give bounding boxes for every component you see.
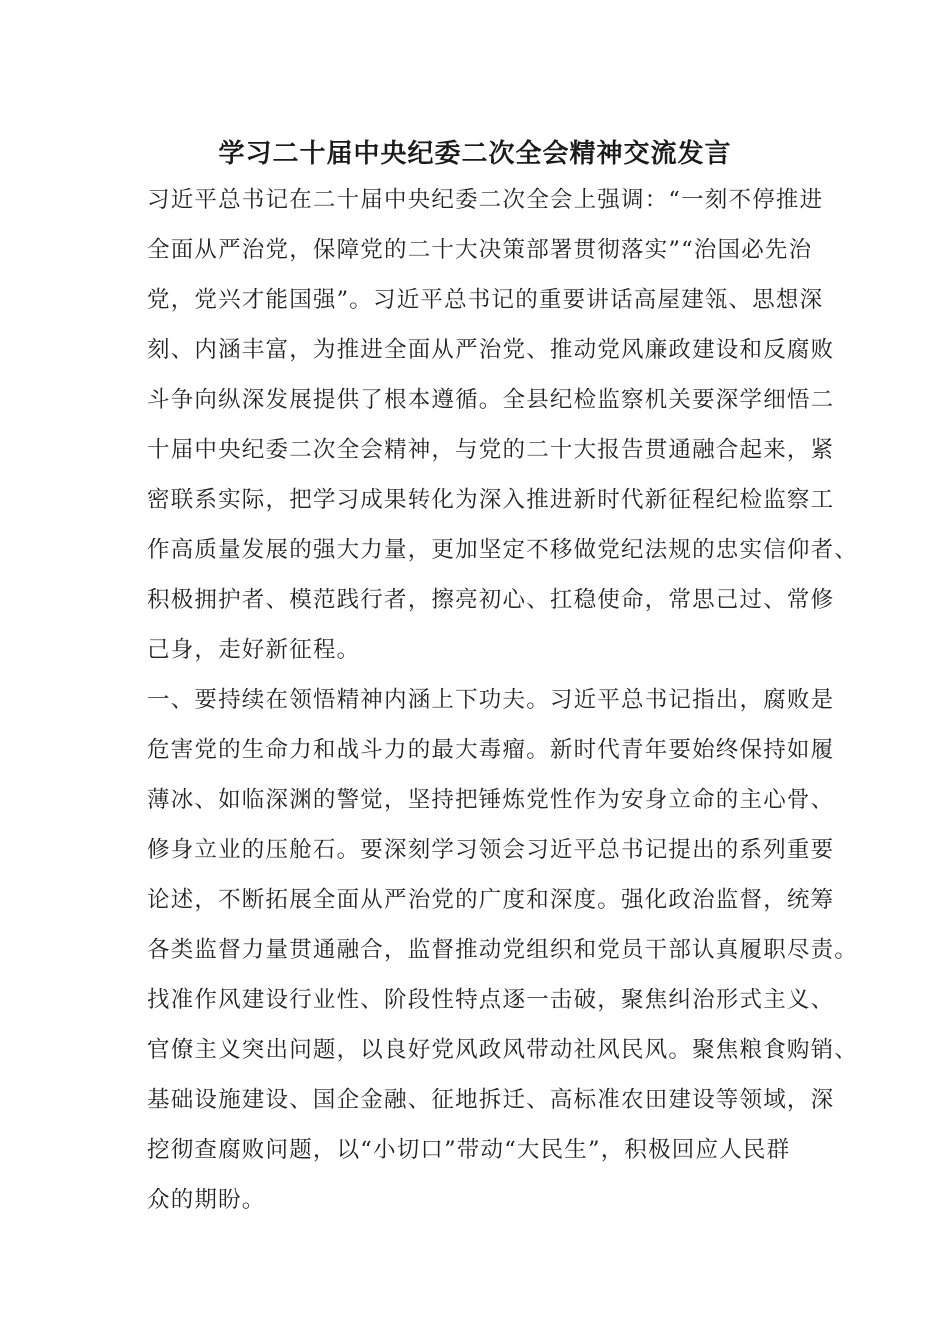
body-line: 众的期盼。	[147, 1187, 266, 1213]
body-line: 作高质量发展的强大力量，更加坚定不移做党纪法规的忠实信仰者、	[147, 537, 859, 563]
body-line: 十届中央纪委二次全会精神，与党的二十大报告贯通融合起来，紧	[147, 437, 835, 463]
body-line: 挖彻查腐败问题，以“小切口”带动“大民生”，积极回应人民群	[147, 1137, 791, 1163]
body-line: 论述，不断拓展全面从严治党的广度和深度。强化政治监督，统筹	[147, 887, 835, 913]
body-line: 各类监督力量贯通融合，监督推动党组织和党员干部认真履职尽责。	[147, 937, 859, 963]
body-line: 官僚主义突出问题，以良好党风政风带动社风民风。聚焦粮食购销、	[147, 1037, 859, 1063]
body-line: 党，党兴才能国强”。习近平总书记的重要讲话高屋建瓴、思想深	[147, 287, 824, 313]
body-line: 全面从严治党，保障党的二十大决策部署贯彻落实”“治国必先治	[147, 237, 813, 263]
body-line: 薄冰、如临深渊的警觉，坚持把锤炼党性作为安身立命的主心骨、	[147, 787, 835, 813]
document-title: 学习二十届中央纪委二次全会精神交流发言	[218, 139, 732, 169]
body-line: 己身，走好新征程。	[147, 637, 361, 663]
body-line: 基础设施建设、国企金融、征地拆迁、高标准农田建设等领域，深	[147, 1087, 835, 1113]
body-line: 斗争向纵深发展提供了根本遵循。全县纪检监察机关要深学细悟二	[147, 387, 835, 413]
body-line: 积极拥护者、模范践行者，擦亮初心、扛稳使命，常思己过、常修	[147, 587, 835, 613]
body-line: 刻、内涵丰富，为推进全面从严治党、推动党风廉政建设和反腐败	[147, 337, 835, 363]
section-heading-line: 一、要持续在领悟精神内涵上下功夫。习近平总书记指出，腐败是	[147, 687, 835, 713]
body-line: 修身立业的压舱石。要深刻学习领会习近平总书记提出的系列重要	[147, 837, 835, 863]
body-line: 习近平总书记在二十届中央纪委二次全会上强调：“一刻不停推进	[147, 187, 824, 213]
body-line: 危害党的生命力和战斗力的最大毒瘤。新时代青年要始终保持如履	[147, 737, 835, 763]
body-line: 密联系实际，把学习成果转化为深入推进新时代新征程纪检监察工	[147, 487, 835, 513]
body-line: 找准作风建设行业性、阶段性特点逐一击破，聚焦纠治形式主义、	[147, 987, 835, 1013]
